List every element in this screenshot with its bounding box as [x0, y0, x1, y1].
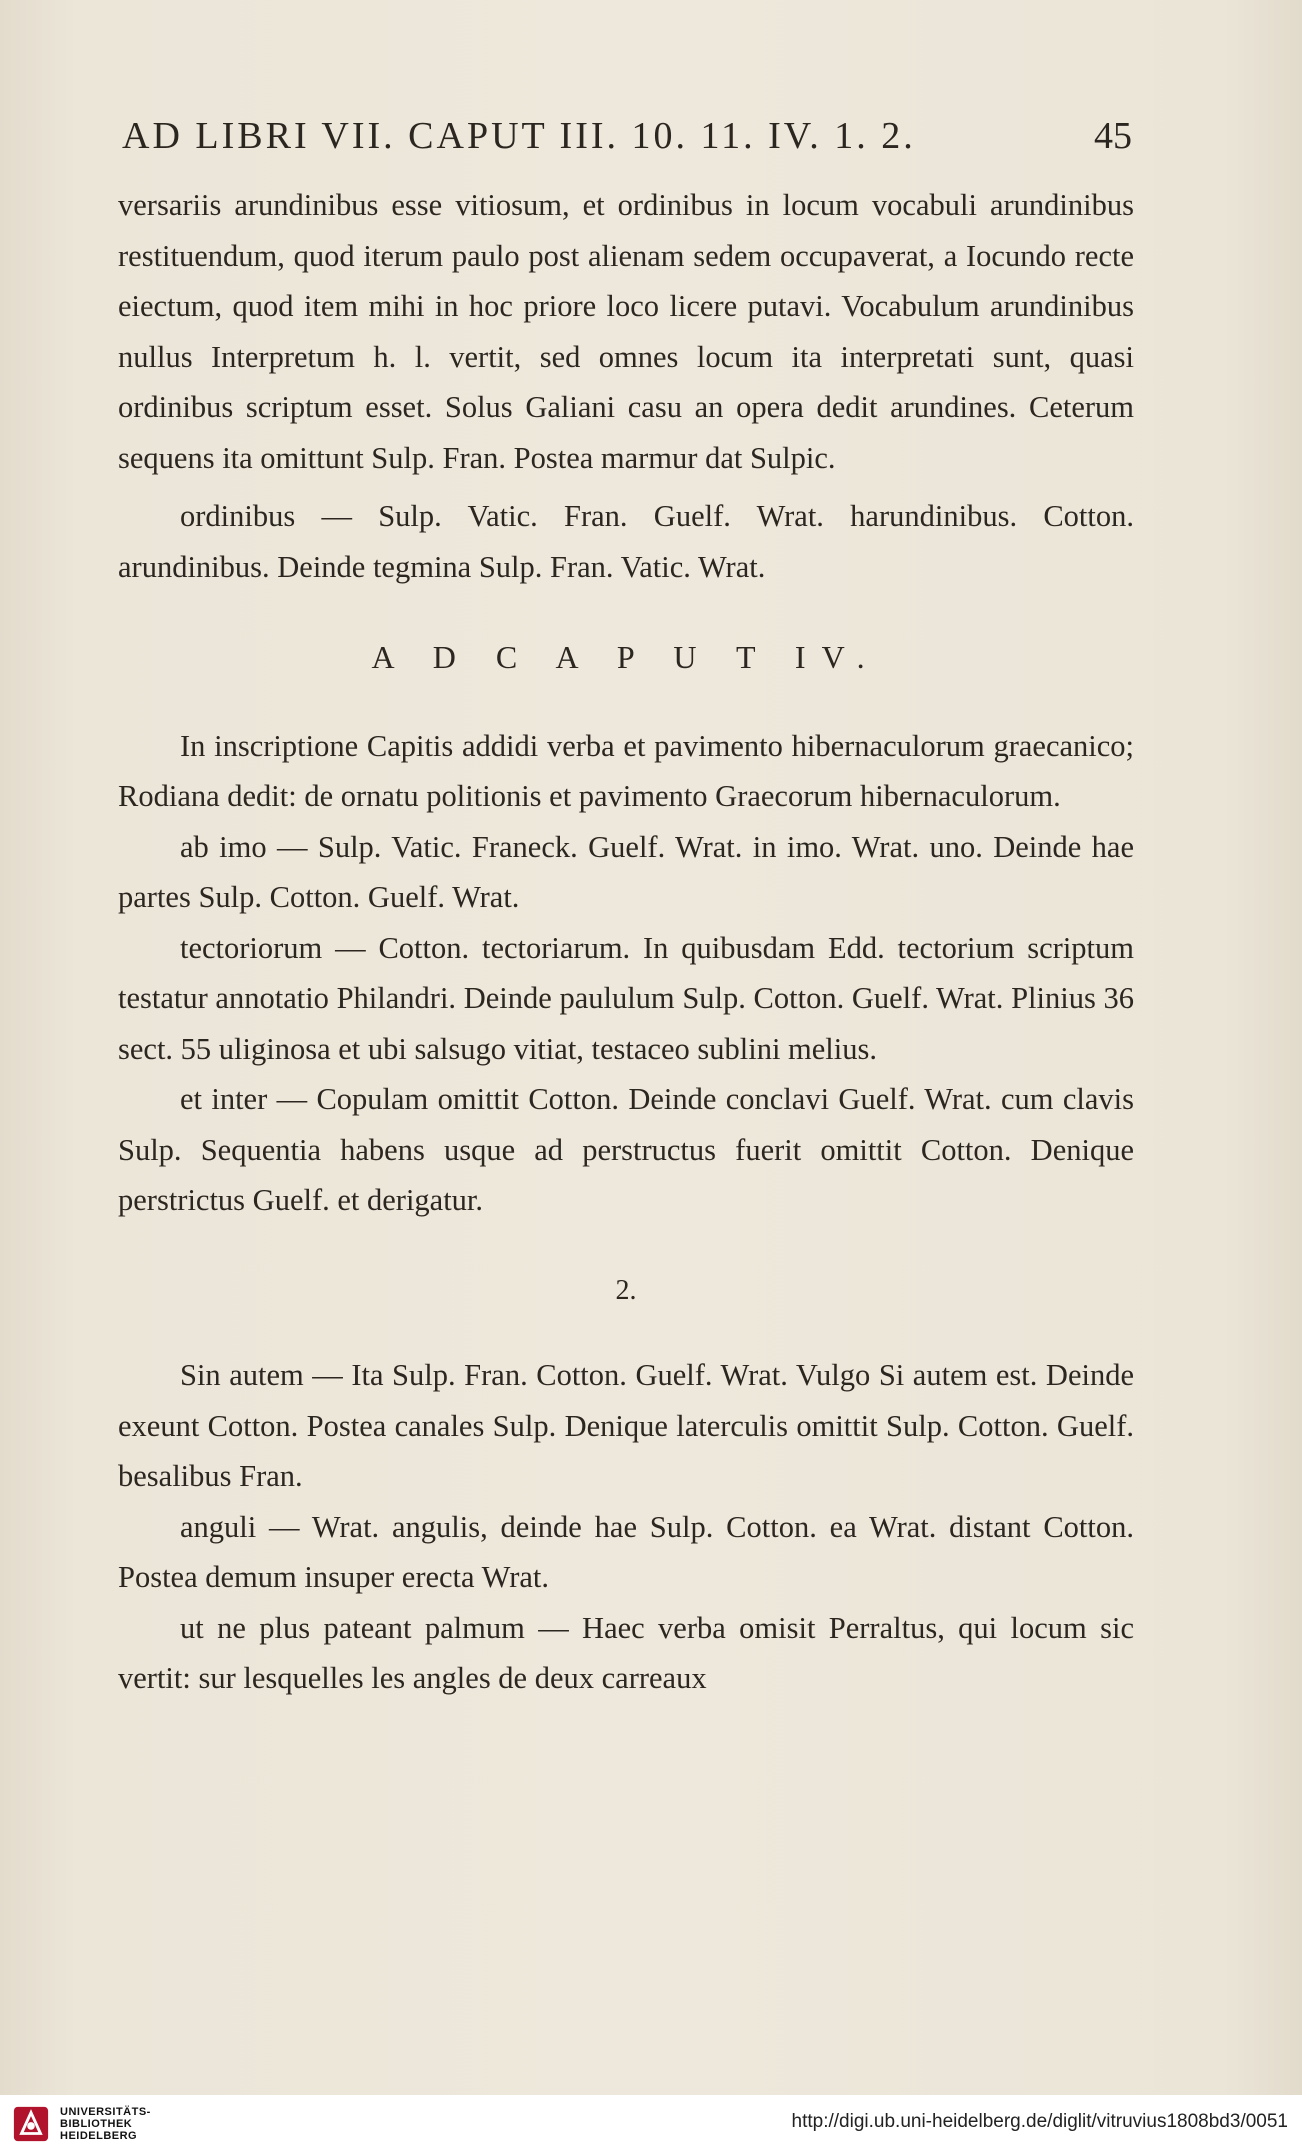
library-name-line: HEIDELBERG	[60, 2130, 138, 2142]
paragraph: In inscriptione Capitis addidi verba et pavimento hibernaculorum graecanico; Rodiana dedit: de ornatu politionis et pavimento Graecorum hibernaculorum.	[118, 728, 1134, 813]
library-name-line: UNIVERSITÄTS-	[60, 2106, 151, 2118]
running-head-title: AD LIBRI VII. CAPUT III. 10. 11. IV. 1. 2.	[122, 115, 916, 157]
paragraph: ab imo — Sulp. Vatic. Franeck. Guelf. Wrat. in imo. Wrat. uno. Deinde hae partes Sulp. Cotton. Guelf. Wrat.	[118, 829, 1134, 914]
paragraph: tectoriorum — Cotton. tectoriarum. In quibusdam Edd. tectorium scriptum testatur annotatio Philandri. Deinde paululum Sulp. Cotton. Guelf. Wrat. Plinius 36 sect. 55 uliginosa et ubi salsugo vitiat, testaceo sublini melius.	[118, 930, 1134, 1066]
paragraph: ut ne plus pateant palmum — Haec verba omisit Perraltus, qui locum sic vertit: sur lesquelles les angles de deux carreaux	[118, 1610, 1134, 1695]
running-head	[122, 114, 1132, 158]
paragraph: anguli — Wrat. angulis, deinde hae Sulp. Cotton. ea Wrat. distant Cotton. Postea demum insuper erecta Wrat.	[118, 1509, 1134, 1594]
paragraph: versariis arundinibus esse vitiosum, et ordinibus in locum vocabuli arundinibus restituendum, quod iterum paulo post alienam sedem occupaverat, a Iocundo recte eiectum, quod item mihi in hoc priore loco licere putavi. Vocabulum arundinibus nullus Interpretum h. l. vertit, sed omnes locum ita interpretati sunt, quasi ordinibus scriptum esset. Solus Galiani casu an opera dedit arundines. Ceterum sequens ita omittunt Sulp. Fran. Postea marmur dat Sulpic.	[118, 188, 1134, 475]
paragraph: Sin autem — Ita Sulp. Fran. Cotton. Guelf. Wrat. Vulgo Si autem est. Deinde exeunt Cotton. Postea canales Sulp. Denique laterculis omittit Sulp. Cotton. Guelf. besalibus Fran.	[118, 1358, 1134, 1493]
commentary-block-caput	[118, 721, 1134, 1226]
body-text	[118, 180, 1134, 1704]
paragraph: et inter — Copulam omittit Cotton. Deinde conclavi Guelf. Wrat. cum clavis Sulp. Sequentia habens usque ad perstructus fuerit omittit Cotton. Denique perstrictus Guelf. et derigatur.	[118, 1082, 1134, 1217]
library-logo[interactable]	[12, 2105, 151, 2143]
library-seal-icon	[12, 2105, 50, 2143]
library-name	[60, 2106, 151, 2142]
commentary-block-number	[118, 1350, 1134, 1704]
section-heading-caput-iv: A D C A P U T IV.	[371, 639, 881, 675]
page-number: 45	[1094, 115, 1132, 157]
section-number-heading: 2.	[615, 1274, 637, 1306]
library-name-line: BIBLIOTHEK	[60, 2118, 133, 2130]
commentary-block-before	[118, 180, 1134, 592]
paragraph: ordinibus — Sulp. Vatic. Fran. Guelf. Wrat. harundinibus. Cotton. arundinibus. Deinde tegmina Sulp. Fran. Vatic. Wrat.	[118, 499, 1134, 584]
source-url-link[interactable]: http://digi.ub.uni-heidelberg.de/diglit/vitruvius1808bd3/0051	[791, 2111, 1288, 2132]
digitization-footer	[0, 2095, 1302, 2152]
